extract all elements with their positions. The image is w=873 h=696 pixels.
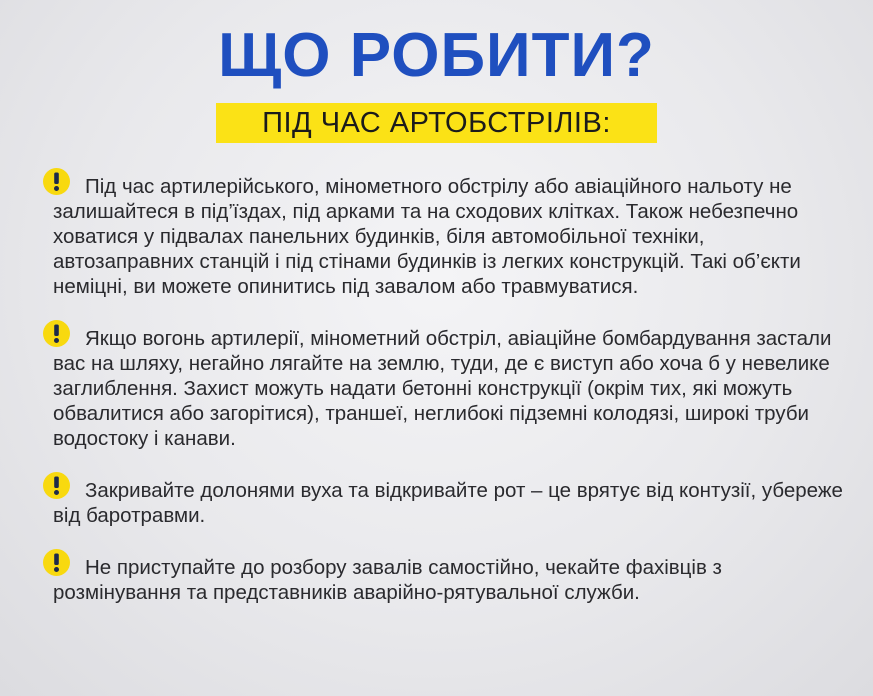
exclamation-icon — [43, 320, 70, 347]
item-text: Під час артилерійського, мінометного обстрілу або авіаційного нальоту не залишайтеся в під’їздах, під арками та на сходових клітках. Також небезпечно ховатися у підвалах панельних будинків, біля автомобільної техніки, автозаправних станцій і під стінами будинків із легких конструкцій. Такі об’єкти неміцні, ви можете опинитись під завалом або травмуватися. — [53, 175, 801, 298]
advice-list — [53, 174, 843, 632]
item-text: Закривайте долонями вуха та відкривайте рот – це врятує від контузії, убереже від баротравми. — [53, 479, 843, 527]
list-item — [53, 326, 843, 451]
list-item — [53, 174, 843, 299]
exclamation-icon — [43, 168, 70, 195]
list-item — [53, 555, 843, 605]
exclamation-icon — [43, 549, 70, 576]
item-text: Якщо вогонь артилерії, мінометний обстріл, авіаційне бомбардування застали вас на шляху, негайно лягайте на землю, туди, де є виступ або хоча б у невелике заглиблення. Захист можуть надати бетонні конструкції (окрім тих, які можуть обвалитися або загорітися), траншеї, неглибокі підземні колодязі, широкі труби водостоку і канави. — [53, 327, 832, 450]
page-title: ЩО РОБИТИ? — [218, 21, 655, 90]
list-item — [53, 478, 843, 528]
item-text: Не приступайте до розбору завалів самостійно, чекайте фахівців з розмінування та представників аварійно-рятувальної служби. — [53, 556, 722, 604]
page-subtitle: ПІД ЧАС АРТОБСТРІЛІВ: — [216, 103, 657, 143]
exclamation-icon — [43, 472, 70, 499]
subtitle-banner — [0, 103, 873, 143]
